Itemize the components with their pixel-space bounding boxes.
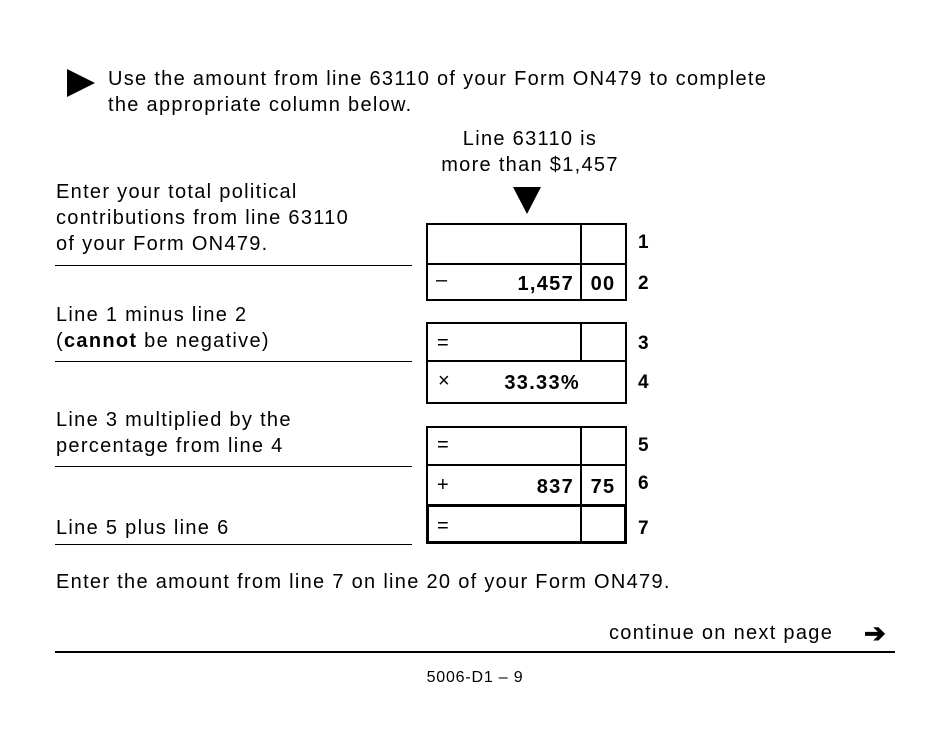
section-divider xyxy=(55,361,412,362)
row5-label-line-1: Line 3 multiplied by the xyxy=(56,409,292,431)
line-number-6: 6 xyxy=(638,473,650,494)
group-right-border xyxy=(625,223,627,301)
line-number-3: 3 xyxy=(638,333,650,354)
line-7-amount-field[interactable] xyxy=(426,504,627,544)
arrow-right-icon: ➔ xyxy=(864,618,888,648)
section-divider xyxy=(55,544,412,545)
outro-text: Enter the amount from line 7 on line 20 of your Form ON479. xyxy=(56,571,671,593)
line-number-1: 1 xyxy=(638,232,650,253)
line-6-sign: + xyxy=(437,474,450,496)
row3-label-line-2: (cannot be negative) xyxy=(56,330,270,352)
line-5-amount-field[interactable] xyxy=(426,426,627,466)
cents-divider xyxy=(580,322,582,362)
group-left-border xyxy=(426,223,428,301)
line-4-sign: × xyxy=(438,370,451,392)
row1-label-line-3: of your Form ON479. xyxy=(56,233,269,255)
line-3-amount-field[interactable] xyxy=(426,322,627,362)
row-separator xyxy=(426,263,627,265)
continue-next-page-label: continue on next page xyxy=(609,622,834,644)
row1-label-line-2: contributions from line 63110 xyxy=(56,207,350,229)
section-divider xyxy=(55,265,412,266)
down-arrow-icon xyxy=(513,187,541,214)
row5-label-line-2: percentage from line 4 xyxy=(56,435,284,457)
column-header-line-2: more than $1,457 xyxy=(441,154,619,176)
line-6-cents: 75 xyxy=(590,476,616,498)
intro-line-2: the appropriate column below. xyxy=(108,94,413,116)
line-4-rate: 33.33% xyxy=(504,372,580,394)
row3-label-line-1: Line 1 minus line 2 xyxy=(56,304,248,326)
cannot-emphasis: cannot xyxy=(63,330,138,352)
row1-label-line-1: Enter your total political xyxy=(56,181,298,203)
line-6-amount: 837 xyxy=(536,476,574,498)
line-2-amount: 1,457 xyxy=(517,273,574,295)
line-number-4: 4 xyxy=(638,372,650,393)
section-divider xyxy=(55,466,412,467)
line-number-2: 2 xyxy=(638,273,650,294)
line-1-amount-field[interactable] xyxy=(426,223,627,265)
line-3-sign: = xyxy=(437,332,450,354)
bullet-arrow-icon xyxy=(67,69,95,97)
intro-line-1: Use the amount from line 63110 of your Form ON479 to complete xyxy=(108,68,768,90)
line-2-cents: 00 xyxy=(590,273,616,295)
line-number-7: 7 xyxy=(638,518,650,539)
column-header-line-1: Line 63110 is xyxy=(462,128,598,150)
line-7-sign: = xyxy=(437,515,450,537)
line-5-sign: = xyxy=(437,434,450,456)
page-code: 5006-D1 – 9 xyxy=(426,669,524,686)
row7-label: Line 5 plus line 6 xyxy=(56,517,230,539)
group-bottom-border xyxy=(426,299,627,301)
line-number-5: 5 xyxy=(638,435,650,456)
line-2-sign: – xyxy=(436,269,449,291)
cents-divider xyxy=(580,223,582,301)
page-bottom-rule xyxy=(55,651,895,653)
